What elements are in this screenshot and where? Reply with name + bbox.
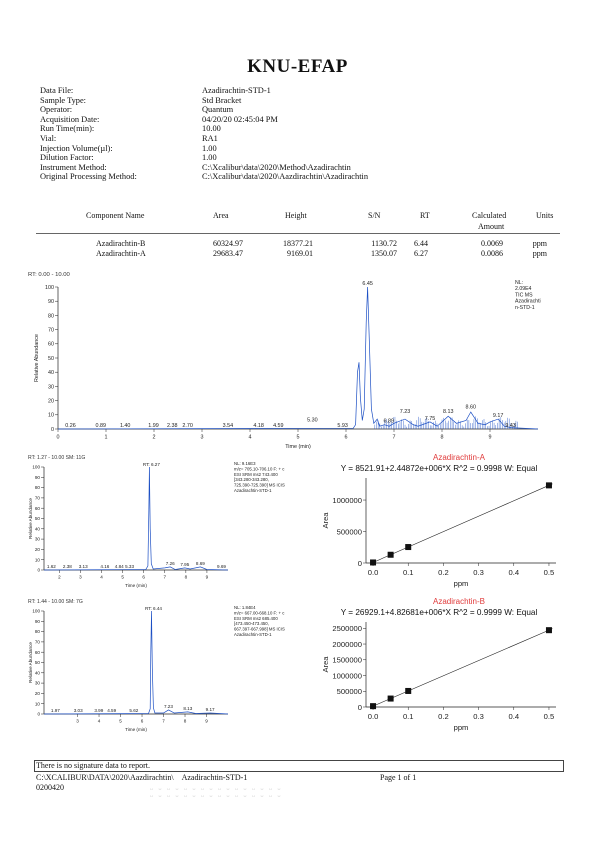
y-tick-label: 50 xyxy=(34,660,40,666)
y-tick-label: 20 xyxy=(34,691,40,697)
apex-rt-label: RT: 6.44 xyxy=(144,606,162,611)
meta-value: Quantum xyxy=(202,105,234,115)
fit-line xyxy=(373,484,552,563)
x-tick-label: 0.0 xyxy=(367,712,379,721)
peak-label: 8.13 xyxy=(442,408,454,415)
meta-label: Sample Type: xyxy=(40,95,87,105)
x-tick-label: 0.3 xyxy=(473,568,484,577)
peak-label: 2.38 xyxy=(62,564,72,569)
trace-info: TIC MS xyxy=(515,292,533,299)
y-axis-label: Relative Abundance xyxy=(34,334,40,382)
table-cell: Azadirachtin-A xyxy=(96,249,146,258)
peak-label: 9.43 xyxy=(505,423,516,429)
y-tick-label: 40 xyxy=(34,670,40,676)
y-tick-label: 70 xyxy=(34,495,40,501)
x-tick-label: 0.5 xyxy=(543,568,555,577)
meta-row xyxy=(40,105,368,115)
trace-info: [473.450-473.450, xyxy=(234,621,269,627)
y-tick-label: 90 xyxy=(34,474,40,480)
meta-value: 1.00 xyxy=(202,143,217,153)
table-cell: 29683.47 xyxy=(213,249,243,258)
x-tick-label: 9 xyxy=(488,434,492,441)
meta-row xyxy=(40,124,368,134)
trace-info: ESI SRM ms2 685.400 xyxy=(234,615,278,621)
trace-info: 667.397-667.998] MS ICIS xyxy=(234,626,285,632)
table-row xyxy=(36,249,560,259)
table-divider xyxy=(36,233,560,234)
peak-label: 7.23 xyxy=(399,408,411,415)
y-tick-label: 80 xyxy=(48,313,54,320)
calibration-point xyxy=(370,703,376,709)
peak-label: 4.18 xyxy=(253,423,264,429)
meta-row xyxy=(40,115,368,125)
y-tick-label: 30 xyxy=(48,384,54,391)
meta-label: Dilution Factor: xyxy=(40,153,94,163)
col-area: Area xyxy=(213,211,229,220)
x-tick-label: 6 xyxy=(142,574,145,580)
calibration-azadirachtin-b xyxy=(320,596,555,746)
x-tick-label: 6 xyxy=(344,434,348,441)
results-table-header xyxy=(36,209,560,234)
x-tick-label: 6 xyxy=(140,718,144,724)
calibration-point xyxy=(388,552,394,558)
peak-label: 5.62 xyxy=(129,708,139,713)
calibration-title: Azadirachtin-B xyxy=(432,597,486,606)
peak-label: 3.99 xyxy=(94,708,104,713)
col-sn: S/N xyxy=(368,211,381,220)
trace-info: n-STD-1 xyxy=(515,304,535,311)
meta-row xyxy=(40,144,368,154)
y-tick-label: 100 xyxy=(45,284,54,291)
x-tick-label: 0.1 xyxy=(402,568,414,577)
col-height: Height xyxy=(285,211,307,220)
y-tick-label: 70 xyxy=(34,639,40,645)
meta-label: Original Processing Method: xyxy=(40,172,137,182)
x-tick-label: 0.2 xyxy=(438,712,449,721)
meta-value: C:\Xcalibur\data\2020\Method\Azadirachtin xyxy=(202,162,351,172)
x-tick-label: 0.4 xyxy=(508,568,520,577)
x-tick-label: 5 xyxy=(119,718,122,724)
x-tick-label: 7 xyxy=(162,718,165,724)
table-cell: 1350.07 xyxy=(371,249,397,258)
peak-label: 7.95 xyxy=(180,561,190,567)
y-tick-label: 40 xyxy=(34,526,40,532)
peak-label: 2.38 xyxy=(166,423,178,429)
y-tick-label: 10 xyxy=(48,412,54,419)
meta-row xyxy=(40,96,368,106)
meta-value: Std Bracket xyxy=(202,95,242,105)
y-tick-label: 40 xyxy=(48,370,54,377)
calibration-title: Azadirachtin-A xyxy=(432,453,486,462)
y-tick-label: 20 xyxy=(34,547,40,553)
tic-chromatogram xyxy=(28,270,588,452)
y-tick-label: 100 xyxy=(32,608,40,614)
meta-row xyxy=(40,172,368,182)
y-tick-label: 50 xyxy=(48,355,54,362)
x-tick-label: 0.4 xyxy=(508,712,520,721)
y-tick-label: 0 xyxy=(37,567,40,573)
peak-label: 1.40 xyxy=(119,423,131,429)
calibration-point xyxy=(405,688,411,694)
meta-label: Vial: xyxy=(40,133,57,143)
y-tick-label: 70 xyxy=(48,327,54,334)
fit-line xyxy=(373,629,552,706)
y-tick-label: 60 xyxy=(34,649,40,655)
y-tick-label: 50 xyxy=(34,516,40,522)
x-tick-label: 4 xyxy=(100,574,103,580)
table-cell: ppm xyxy=(532,239,547,248)
peak-label: 4.84 xyxy=(114,564,124,569)
peak-label: 3.03 xyxy=(73,708,83,713)
x-tick-label: 3 xyxy=(79,574,82,580)
peak-label: 3.54 xyxy=(222,423,234,429)
calibration-point xyxy=(370,559,376,565)
signature-note: There is no signature data to report. xyxy=(34,760,564,772)
x-tick-label: 8 xyxy=(183,718,187,724)
y-tick-label: 60 xyxy=(34,505,40,511)
rt-range-label: RT: 0.00 - 10.00 xyxy=(28,272,70,278)
peak-label: 9.17 xyxy=(205,706,215,712)
y-tick-label: 10 xyxy=(34,701,40,707)
y-tick-label: 30 xyxy=(34,536,40,542)
meta-value: C:\Xcalibur\data\2020\Aazdirachtin\Azadirachtin xyxy=(202,172,369,182)
x-tick-label: 0.2 xyxy=(438,568,449,577)
table-cell: 1130.72 xyxy=(371,239,397,248)
trace-info: Azadirachti xyxy=(515,298,541,305)
x-axis-label: Time (min) xyxy=(125,727,147,733)
x-axis-label: ppm xyxy=(453,723,469,732)
chromatogram-trace xyxy=(44,611,228,714)
meta-label: Operator: xyxy=(40,105,73,115)
meta-value: 04/20/20 02:45:04 PM xyxy=(202,114,278,124)
meta-row xyxy=(40,163,368,173)
x-tick-label: 8 xyxy=(184,574,188,580)
calibration-equation: Y = 8521.91+2.44872e+006*X R^2 = 0.9998 W: Equal xyxy=(340,464,538,473)
meta-row xyxy=(40,153,368,163)
col-component: Component Name xyxy=(86,211,145,220)
peak-label: 1.99 xyxy=(148,423,159,429)
table-cell: 0.0086 xyxy=(481,249,503,258)
footer-path-dir: C:\XCALIBUR\DATA\2020\Aazdirachtin\ xyxy=(36,773,174,782)
peak-label: 8.13 xyxy=(183,705,193,711)
x-tick-label: 3 xyxy=(76,718,79,724)
rt-range-label: RT: 1.44 - 10.00 SM: 7G xyxy=(28,599,83,605)
x-tick-label: 3 xyxy=(200,434,204,441)
x-tick-label: 2 xyxy=(58,574,61,580)
peak-label: 4.16 xyxy=(100,564,110,569)
trace-info: NL: xyxy=(515,280,524,286)
y-tick-label: 1000000 xyxy=(332,671,362,681)
report-title: KNU-EFAP xyxy=(247,56,348,77)
calibration-point xyxy=(405,544,411,550)
apex-rt-label: RT: 6.27 xyxy=(142,462,160,467)
x-tick-label: 1 xyxy=(104,434,108,441)
watermark: ᴗ ᴗ ᴗ ᴗ ᴗ ᴗ ᴗ ᴗ ᴗ ᴗ ᴗ ᴗ ᴗ ᴗ ᴗ ᴗ ᴗ ᴗ ᴗ ᴗ ᴗ ᴗ ᴗ ᴗ ᴗ ᴗ ᴗ ᴗ ᴗ ᴗ ᴗ ᴗ xyxy=(150,786,283,799)
table-cell: ppm xyxy=(532,249,547,258)
y-tick-label: 0 xyxy=(51,426,54,433)
trace-info: 2.09E4 xyxy=(515,286,532,293)
meta-value: 10.00 xyxy=(202,124,221,134)
y-tick-label: 100 xyxy=(32,464,40,470)
x-tick-label: 0.5 xyxy=(543,712,555,721)
y-axis-label: Area xyxy=(321,656,330,673)
x-tick-label: 2 xyxy=(152,434,156,441)
trace-info: ESI SRM ms2 743.400 xyxy=(234,471,278,477)
x-axis-label: Time (min) xyxy=(125,583,147,589)
y-tick-label: 10 xyxy=(34,557,40,563)
peak-label: 1.97 xyxy=(50,708,60,713)
peak-label: 4.59 xyxy=(107,708,117,713)
table-cell: 9169.01 xyxy=(287,249,313,258)
peak-label: 1.62 xyxy=(46,564,56,569)
x-tick-label: 9 xyxy=(205,718,208,724)
meta-label: Acquisition Date: xyxy=(40,114,100,124)
peak-label: 7.75 xyxy=(424,415,436,422)
y-tick-label: 2500000 xyxy=(332,624,362,634)
y-tick-label: 80 xyxy=(34,629,40,635)
peak-label: 0.26 xyxy=(65,423,76,429)
table-row xyxy=(36,239,560,249)
table-cell: 0.0069 xyxy=(481,239,503,248)
y-tick-label: 90 xyxy=(34,618,40,624)
trace-info: Azadirachtin-STD-1 xyxy=(234,488,272,493)
y-tick-label: 60 xyxy=(48,341,54,348)
x-tick-label: 5 xyxy=(121,574,124,580)
y-tick-label: 0 xyxy=(357,558,362,568)
y-tick-label: 500000 xyxy=(336,527,362,537)
trace-info: m/z= 667.00-668.10 F: + c xyxy=(234,610,285,616)
chromatogram-azadirachtin-a xyxy=(28,452,285,602)
calibration-point xyxy=(388,696,394,702)
chromatogram-trace xyxy=(44,467,228,570)
peak-label: 4.59 xyxy=(273,423,284,429)
x-tick-label: 7 xyxy=(163,574,167,580)
table-cell: 6.44 xyxy=(414,239,428,248)
x-tick-label: 4 xyxy=(248,434,252,441)
calibration-point xyxy=(546,482,552,488)
x-tick-label: 9 xyxy=(205,574,209,580)
col-calculated: Calculated xyxy=(472,211,507,220)
y-tick-label: 80 xyxy=(34,485,40,491)
meta-value: 1.00 xyxy=(202,153,217,163)
x-tick-label: 8 xyxy=(440,434,444,441)
calibration-point xyxy=(546,627,552,633)
trace-info: NL: 1.84E4 xyxy=(234,605,256,610)
y-tick-label: 0 xyxy=(37,711,40,717)
results-table xyxy=(36,209,560,258)
y-tick-label: 90 xyxy=(48,299,54,306)
x-tick-label: 0.3 xyxy=(473,712,484,721)
y-tick-label: 30 xyxy=(34,680,40,686)
peak-label: 7.26 xyxy=(165,560,175,566)
x-tick-label: 0.0 xyxy=(367,568,379,577)
peak-label: 6.89 xyxy=(383,418,394,425)
peak-label: 5.93 xyxy=(337,423,348,429)
x-tick-label: 5 xyxy=(296,434,300,441)
peak-label: 8.60 xyxy=(465,404,477,411)
meta-row xyxy=(40,134,368,144)
calibration-azadirachtin-a xyxy=(320,452,555,602)
y-tick-label: 1500000 xyxy=(332,655,362,665)
y-tick-label: 500000 xyxy=(336,687,362,697)
rt-range-label: RT: 1.27 - 10.00 SM: 11G xyxy=(28,455,86,461)
x-tick-label: 4 xyxy=(97,718,101,724)
table-cell: 6.27 xyxy=(414,249,428,258)
meta-row xyxy=(40,86,368,96)
peak-label: 2.70 xyxy=(182,423,193,429)
page-number: Page 1 of 1 xyxy=(380,773,417,782)
table-cell: 18377.21 xyxy=(283,239,313,248)
x-tick-label: 0 xyxy=(56,434,60,441)
footer-file-name: Azadirachtin-STD-1 xyxy=(181,773,248,782)
meta-value: RA1 xyxy=(202,133,218,143)
peak-label: 9.69 xyxy=(216,564,226,569)
peak-label: 3.13 xyxy=(78,564,88,569)
peak-label: 7.23 xyxy=(163,703,173,709)
y-tick-label: 20 xyxy=(48,398,54,405)
calibration-equation: Y = 26929.1+4.82681e+006*X R^2 = 0.9999 W: Equal xyxy=(340,608,538,617)
chromatogram-azadirachtin-b xyxy=(28,596,285,746)
trace-info: Azadirachtin-STD-1 xyxy=(234,632,272,637)
col-amount: Amount xyxy=(478,222,505,231)
y-axis-label: Relative Abundance xyxy=(28,498,33,539)
trace-info: 725.390-725.390] MS ICIS xyxy=(234,482,285,488)
meta-label: Data File: xyxy=(40,86,74,95)
peak-label: 0.89 xyxy=(95,423,106,429)
peak-label: 5.30 xyxy=(307,417,318,424)
x-tick-label: 0.1 xyxy=(402,712,414,721)
peak-label: 5.33 xyxy=(125,564,135,569)
y-tick-label: 0 xyxy=(357,702,362,712)
meta-label: Injection Volume(µl): xyxy=(40,143,113,153)
peak-label: 6.45 xyxy=(362,281,373,287)
sample-metadata xyxy=(40,86,368,182)
meta-label: Instrument Method: xyxy=(40,162,107,172)
col-units: Units xyxy=(536,211,554,220)
meta-value: Azadirachtin-STD-1 xyxy=(202,86,271,95)
y-tick-label: 1000000 xyxy=(332,495,362,505)
trace-info: [343.280-343.280, xyxy=(234,477,269,483)
table-cell: 60324.97 xyxy=(213,239,243,248)
peak-label: 8.69 xyxy=(195,560,205,566)
x-axis-label: Time (min) xyxy=(285,443,311,450)
x-tick-label: 7 xyxy=(392,434,396,441)
x-axis-label: ppm xyxy=(453,579,469,588)
meta-label: Run Time(min): xyxy=(40,124,95,134)
footer-path-date: 0200420 xyxy=(36,783,64,792)
y-axis-label: Relative Abundance xyxy=(28,642,33,683)
trace-info: NL: 9.16E3 xyxy=(234,461,256,466)
y-axis-label: Area xyxy=(321,512,330,529)
peak-label: 9.17 xyxy=(492,413,504,420)
trace-info: m/z= 705.10-706.10 F: + c xyxy=(234,466,285,472)
y-tick-label: 2000000 xyxy=(332,639,362,649)
col-rt: RT xyxy=(420,211,430,220)
table-cell: Azadirachtin-B xyxy=(96,239,146,248)
